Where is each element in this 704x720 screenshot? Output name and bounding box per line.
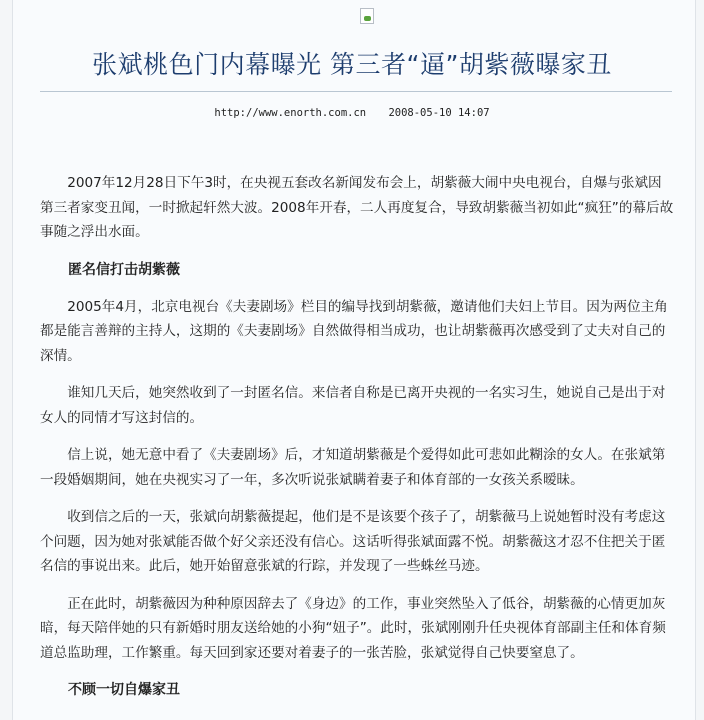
article-paragraph: 正在此时，胡紫薇因为种种原因辞去了《身边》的工作，事业突然坠入了低谷，胡紫薇的心情更加灰暗，每天陪伴她的只有新婚时朋友送给她的小狗“妞子”。此时，张斌刚刚升任央视体育部副主任和体育频道总监助理，工作繁重。每天回到家还要对着妻子的一张苦脸，张斌觉得自己快要窒息了。 <box>40 595 666 661</box>
section-heading: 匿名信打击胡紫薇 <box>68 261 180 278</box>
publish-datetime: 2008-05-10 14:07 <box>388 107 490 119</box>
article-paragraph: 谁知几天后，她突然收到了一封匿名信。来信者自称是已离开央视的一名实习生，她说自己是出于对女人的同情才写这封信的。 <box>40 385 666 426</box>
article-paragraph: 2007年12月28日下午3时，在央视五套改名新闻发布会上，胡紫薇大闹中央电视台，自爆与张斌因第三者家变丑闻，一时掀起轩然大波。2008年开春，二人再度复合，导致胡紫薇当初如此“疯狂”的幕后故事随之浮出水面。 <box>40 175 674 240</box>
source-link[interactable]: http://www.enorth.com.cn <box>214 107 367 119</box>
section-heading: 不顾一切自爆家丑 <box>68 682 180 698</box>
article-paragraph: 信上说，她无意中看了《夫妻剧场》后，才知道胡紫薇是个爱得如此可悲如此糊涂的女人。在张斌第一段婚姻期间，她在央视实习了一年，多次听说张斌瞒着妻子和体育部的一女孩关系暧昧。 <box>40 447 666 488</box>
article-paragraph: 2005年4月，北京电视台《夫妻剧场》栏目的编导找到胡紫薇，邀请他们夫妇上节目。因为两位主角都是能言善辩的主持人，这期的《夫妻剧场》自然做得相当成功，也让胡紫薇再次感受到了丈夫对自己的深情。 <box>40 298 668 364</box>
article-body <box>40 171 674 715</box>
article-meta <box>0 107 704 119</box>
article-title: 张斌桃色门内幕曝光 第三者“逼”胡紫薇曝家丑 <box>92 50 612 79</box>
article-paragraph: 收到信之后的一天，张斌向胡紫薇提起，他们是不是该要个孩子了，胡紫薇马上说她暂时没有考虑这个问题，因为她对张斌能否做个好父亲还没有信心。这话听得张斌面露不悦。胡紫薇这才忍不住把关于匿名信的事说出来。此后，她开始留意张斌的行踪，并发现了一些蛛丝马迹。 <box>40 509 666 574</box>
broken-image-icon <box>360 8 374 24</box>
title-divider <box>40 91 672 92</box>
